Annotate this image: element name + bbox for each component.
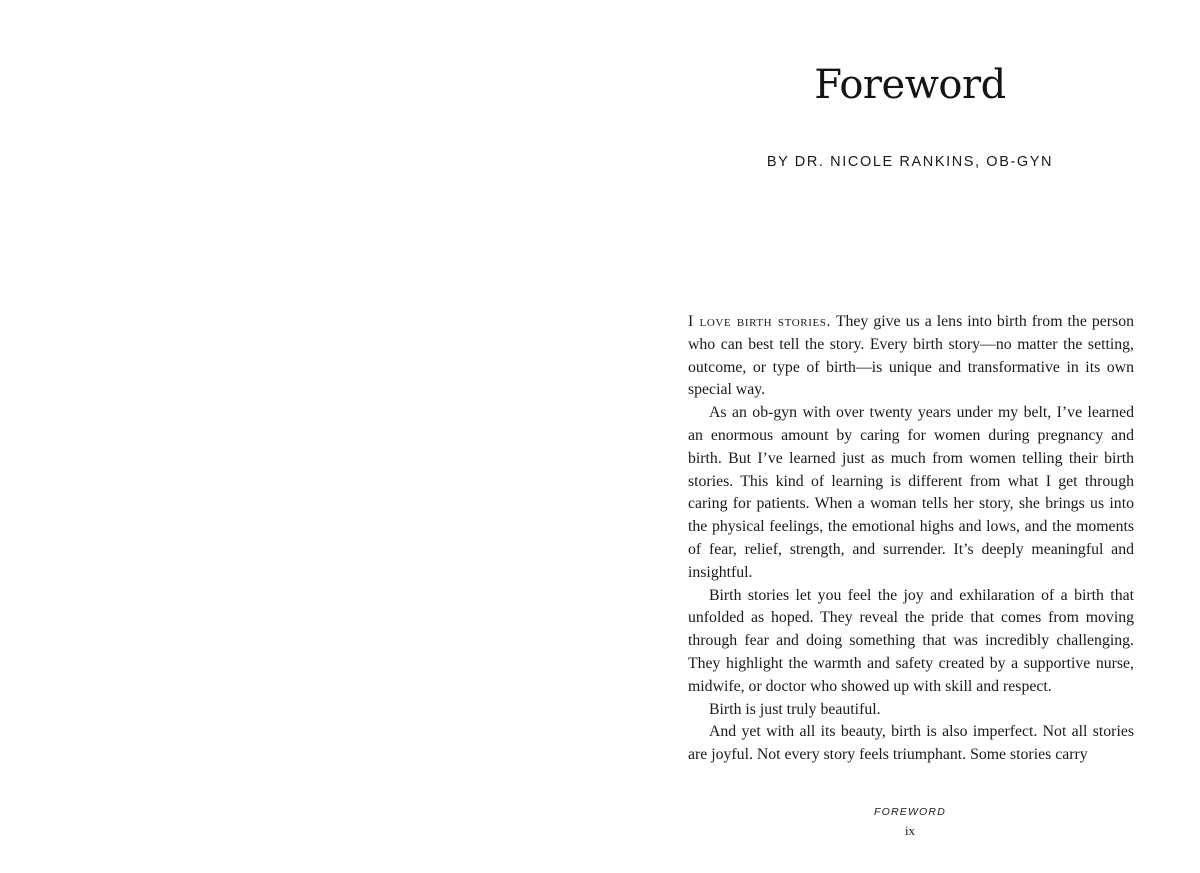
paragraph-3: Birth stories let you feel the joy and exhilaration of a birth that unfolded as hoped. They reveal the pride that comes from moving through fear and doing something that was incredibly challenging. They highlight the warmth and safety created by a supportive nurse, midwife, or doctor who showed up with skill and respect. (688, 586, 1134, 695)
right-page (600, 0, 1200, 873)
paragraph-1 (688, 311, 1134, 402)
author-byline: BY DR. NICOLE RANKINS, OB-GYN (766, 154, 1054, 170)
body-text (688, 311, 1134, 767)
paragraph-4: Birth is just truly beautiful. (709, 700, 881, 718)
paragraph-2: As an ob-gyn with over twenty years under my belt, I’ve learned an enormous amount by caring for women during pregnancy and birth. But I’ve learned just as much from women telling their birth stories. This kind of learning is different from what I get through caring for patients. When a woman tells her story, she brings us into the physical feelings, the emotional highs and lows, and the moments of fear, relief, strength, and surrender. It’s deeply meaningful and insightful. (688, 404, 1134, 581)
page-number: ix (904, 823, 916, 838)
chapter-title: Foreword (814, 62, 1006, 108)
paragraph-5: And yet with all its beauty, birth is also imperfect. Not all stories are joyful. Not every story feels triumphant. Some stories carry (688, 723, 1134, 764)
running-footer: FOREWORD (873, 806, 946, 818)
lead-in-smallcaps: I love birth stories. (688, 313, 832, 330)
paragraph-1-text: They give us a lens into birth from the person who can best tell the story. Every birth story—no matter the setting, outcome, or type of birth—is unique and transformative in its own special way. (688, 313, 1135, 399)
